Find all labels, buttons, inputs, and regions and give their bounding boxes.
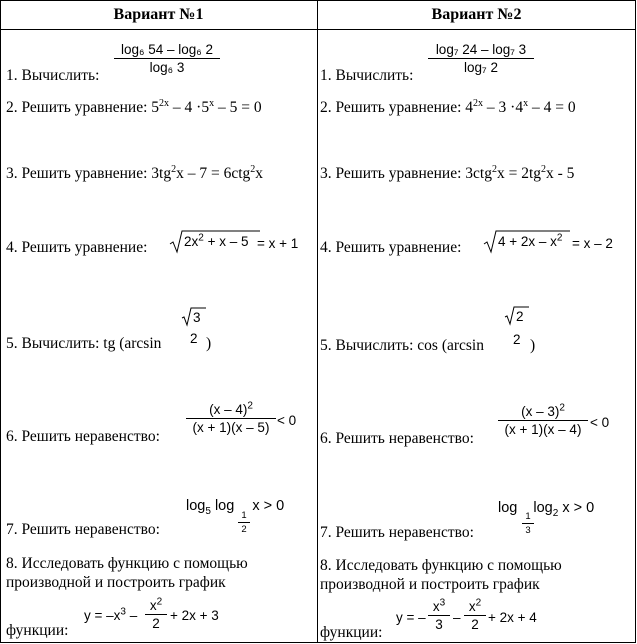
v1-q6-label: 6. Решить неравенство: [6, 428, 160, 445]
v2-q1-label: 1. Вычислить: [320, 67, 414, 84]
v2-q6-rhs: < 0 [590, 415, 610, 430]
v1-q1-fraction [114, 42, 220, 75]
v2-q6-label: 6. Решить неравенство: [320, 430, 474, 447]
v1-q8-label: функции: [6, 622, 69, 639]
variant2-title: Вариант №2 [431, 6, 522, 23]
v1-q5-denominator: 2 [190, 331, 198, 346]
v1-q8-line2: производной и построить график [6, 574, 226, 591]
v2-q8-label: функции: [320, 624, 383, 641]
v1-q5-sqrt: 3 [182, 307, 210, 327]
v2-q8-fraction1: $x^3$ 3 [428, 599, 450, 632]
v1-q1-numerator: log₆ 54 – log₆ 2 [121, 42, 213, 57]
v2-q5-sqrt: 2 [505, 306, 533, 326]
v1-q7-label: 7. Решить неравенство: [6, 521, 160, 538]
v1-q6-fraction: (x – 4)$^2$ (x + 1)(x – 5) [186, 402, 276, 435]
v1-q4-sqrt: $2x^2 + x - 5$ [170, 230, 260, 254]
v1-q5-close: ) [206, 335, 212, 352]
v2-q8-line1: 8. Исследовать функцию с помощью [320, 557, 562, 574]
v1-q4-rhs: = x + 1 [257, 236, 299, 251]
v1-q2-equation: 2. Решить уравнение: $5^{2x} - 4 \cdot 5^x - 5 = 0$ [6, 97, 262, 116]
variant1-title: Вариант №1 [113, 6, 204, 23]
v2-q1-denominator: log₇ 2 [464, 60, 498, 75]
v2-q8-function-b: – [453, 610, 461, 625]
v2-q6-fraction: (x – 3)$^2$ (x + 1)(x – 4) [498, 404, 588, 437]
v1-q8-line1: 8. Исследовать функцию с помощью [6, 555, 248, 572]
v2-q7-base: 1 3 [522, 511, 534, 536]
v2-q3-equation: 3. Решить уравнение: $3ctg^2x = 2tg^2x - 5$ [320, 163, 575, 182]
v2-q8-function-a: y = – [396, 610, 426, 625]
column-divider [317, 0, 318, 643]
v2-q1-fraction [428, 42, 534, 75]
v2-q1-numerator: log₇ 24 – log₇ 3 [435, 42, 527, 57]
v2-q7-expression: $\log \log_2 x > 0$ [498, 500, 595, 519]
v1-q8-fraction: $x^2$ 2 [145, 598, 167, 631]
v1-q8-function-c: + 2x + 3 [170, 608, 219, 623]
v1-q4-label: 4. Решить уравнение: [6, 239, 148, 256]
v2-q8-function-c: + 2x + 4 [488, 610, 537, 625]
v2-q4-rhs: = x – 2 [572, 236, 613, 251]
v1-q5-label: 5. Вычислить: tg (arcsin [6, 335, 162, 352]
v2-q5-denominator: 2 [513, 332, 521, 347]
v1-q7-expression: $\log_5 \log x > 0$ [186, 498, 285, 517]
v2-q4-sqrt: $4 + 2x - x^2$ [484, 230, 570, 254]
v1-q1-denominator: log₆ 3 [149, 60, 185, 75]
v1-q1-label: 1. Вычислить: [6, 67, 100, 84]
v1-q8-function-a: $y = -x^3$ – [84, 606, 138, 623]
v2-q7-label: 7. Решить неравенство: [320, 524, 474, 541]
v2-q8-fraction2: $x^2$ 2 [464, 599, 486, 632]
v2-q5-close: ) [530, 337, 536, 354]
v1-q3-equation: 3. Решить уравнение: $3tg^2x - 7 = 6ctg^2x$ [6, 163, 264, 182]
header-divider [0, 29, 636, 30]
v2-q8-line2: производной и построить график [320, 576, 540, 593]
v2-q4-label: 4. Решить уравнение: [320, 239, 462, 256]
v1-q7-base: 1 2 [238, 510, 250, 535]
v2-q5-label: 5. Вычислить: cos (arcsin [320, 337, 484, 354]
v1-q6-rhs: < 0 [277, 413, 297, 428]
v2-q2-equation: 2. Решить уравнение: $4^{2x} - 3 \cdot 4^x - 4 = 0$ [320, 97, 576, 116]
